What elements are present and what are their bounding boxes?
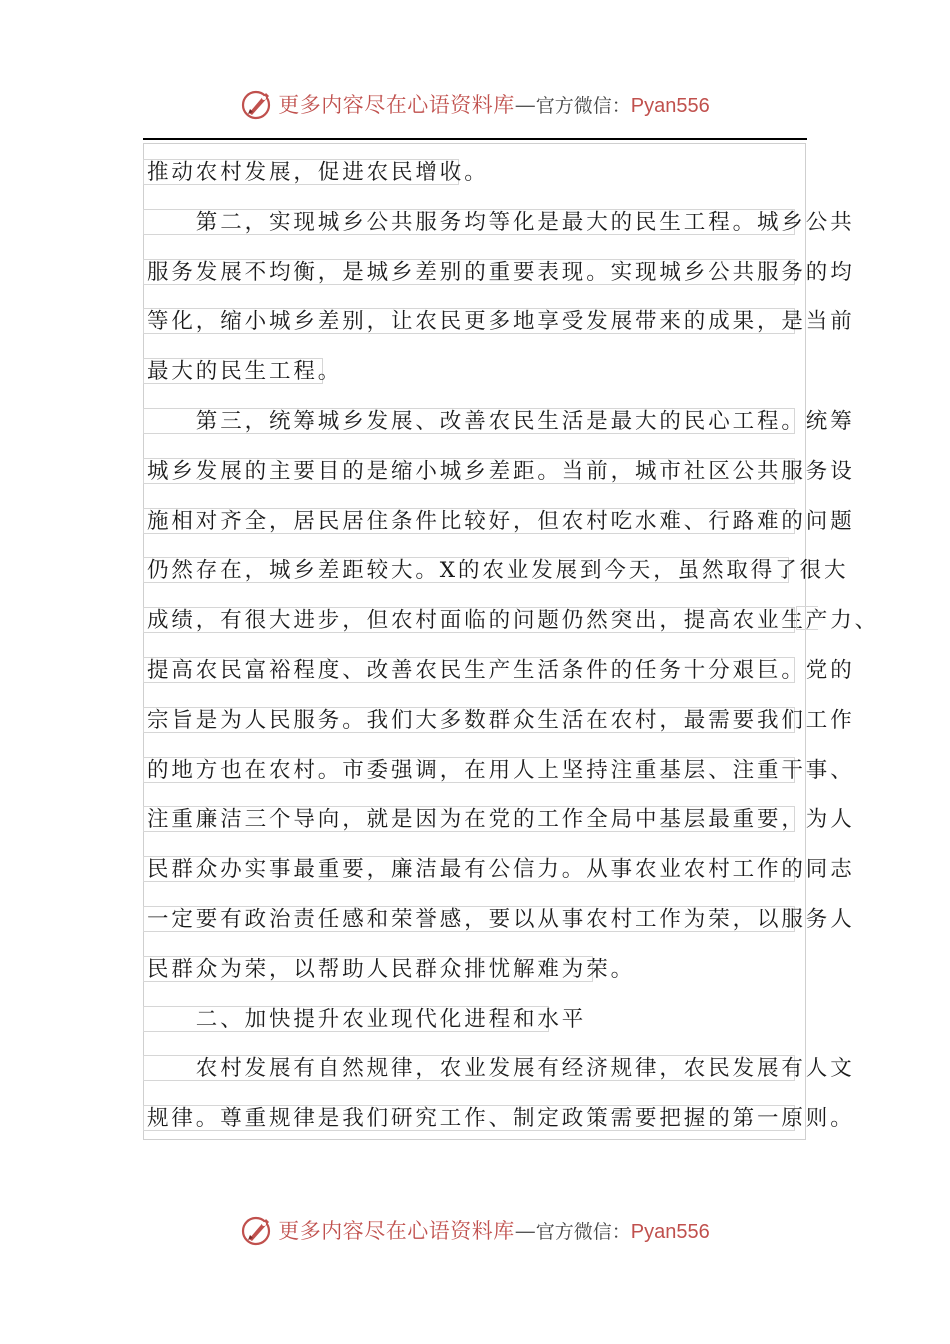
overflow-mark (796, 606, 818, 630)
body-line: 农村发展有自然规律，农业发展有经济规律，农民发展有人文 (143, 1055, 795, 1081)
body-line: 的地方也在农村。市委强调，在用人上坚持注重基层、注重干事、 (143, 757, 795, 783)
body-line: 成绩，有很大进步，但农村面临的问题仍然突出，提高农业生产力、 (143, 607, 795, 633)
watermark-dash: — (514, 93, 536, 117)
header-rule (143, 138, 807, 140)
section-heading: 二、加快提升农业现代化进程和水平 (143, 1006, 549, 1032)
body-line: 施相对齐全，居民居住条件比较好，但农村吃水难、行路难的问题 (143, 508, 795, 534)
body-line: 服务发展不均衡，是城乡差别的重要表现。实现城乡公共服务的均 (143, 259, 795, 285)
body-line: 宗旨是为人民服务。我们大多数群众生活在农村，最需要我们工作 (143, 707, 795, 733)
watermark-wechat-id: Pyan556 (630, 95, 710, 117)
watermark-wechat-id: Pyan556 (630, 1221, 710, 1243)
body-line: 一定要有政治责任感和荣誉感，要以从事农村工作为荣，以服务人 (143, 906, 795, 932)
watermark-brand: 更多内容尽在心语资料库 (278, 1219, 515, 1243)
body-line: 规律。尊重规律是我们研究工作、制定政策需要把握的第一原则。 (143, 1105, 795, 1131)
body-line: 提高农民富裕程度、改善农民生产生活条件的任务十分艰巨。党的 (143, 657, 795, 683)
body-line: 民群众为荣，以帮助人民群众排忧解难为荣。 (143, 956, 593, 982)
pen-logo-icon (240, 1213, 274, 1247)
body-line: 民群众办实事最重要，廉洁最有公信力。从事农业农村工作的同志 (143, 856, 795, 882)
pen-logo-icon (240, 87, 274, 121)
body-line: 第三，统筹城乡发展、改善农民生活是最大的民心工程。统筹 (143, 408, 795, 434)
header-watermark (0, 84, 950, 124)
body-line: 等化，缩小城乡差别，让农民更多地享受发展带来的成果，是当前 (143, 308, 795, 334)
footer-watermark (0, 1210, 950, 1250)
watermark-label: 官方微信： (535, 95, 631, 117)
body-line: 第二，实现城乡公共服务均等化是最大的民生工程。城乡公共 (143, 209, 795, 235)
body-line: 注重廉洁三个导向，就是因为在党的工作全局中基层最重要，为人 (143, 806, 795, 832)
body-line: 推动农村发展，促进农民增收。 (143, 159, 459, 185)
page-content-frame (143, 143, 806, 1140)
body-line: 最大的民生工程。 (143, 358, 323, 384)
body-line: 仍然存在，城乡差距较大。X的农业发展到今天，虽然取得了很大 (143, 557, 789, 583)
watermark-label: 官方微信： (535, 1221, 631, 1243)
watermark-dash: — (514, 1219, 536, 1243)
body-line: 城乡发展的主要目的是缩小城乡差距。当前，城市社区公共服务设 (143, 458, 795, 484)
watermark-brand: 更多内容尽在心语资料库 (278, 93, 515, 117)
